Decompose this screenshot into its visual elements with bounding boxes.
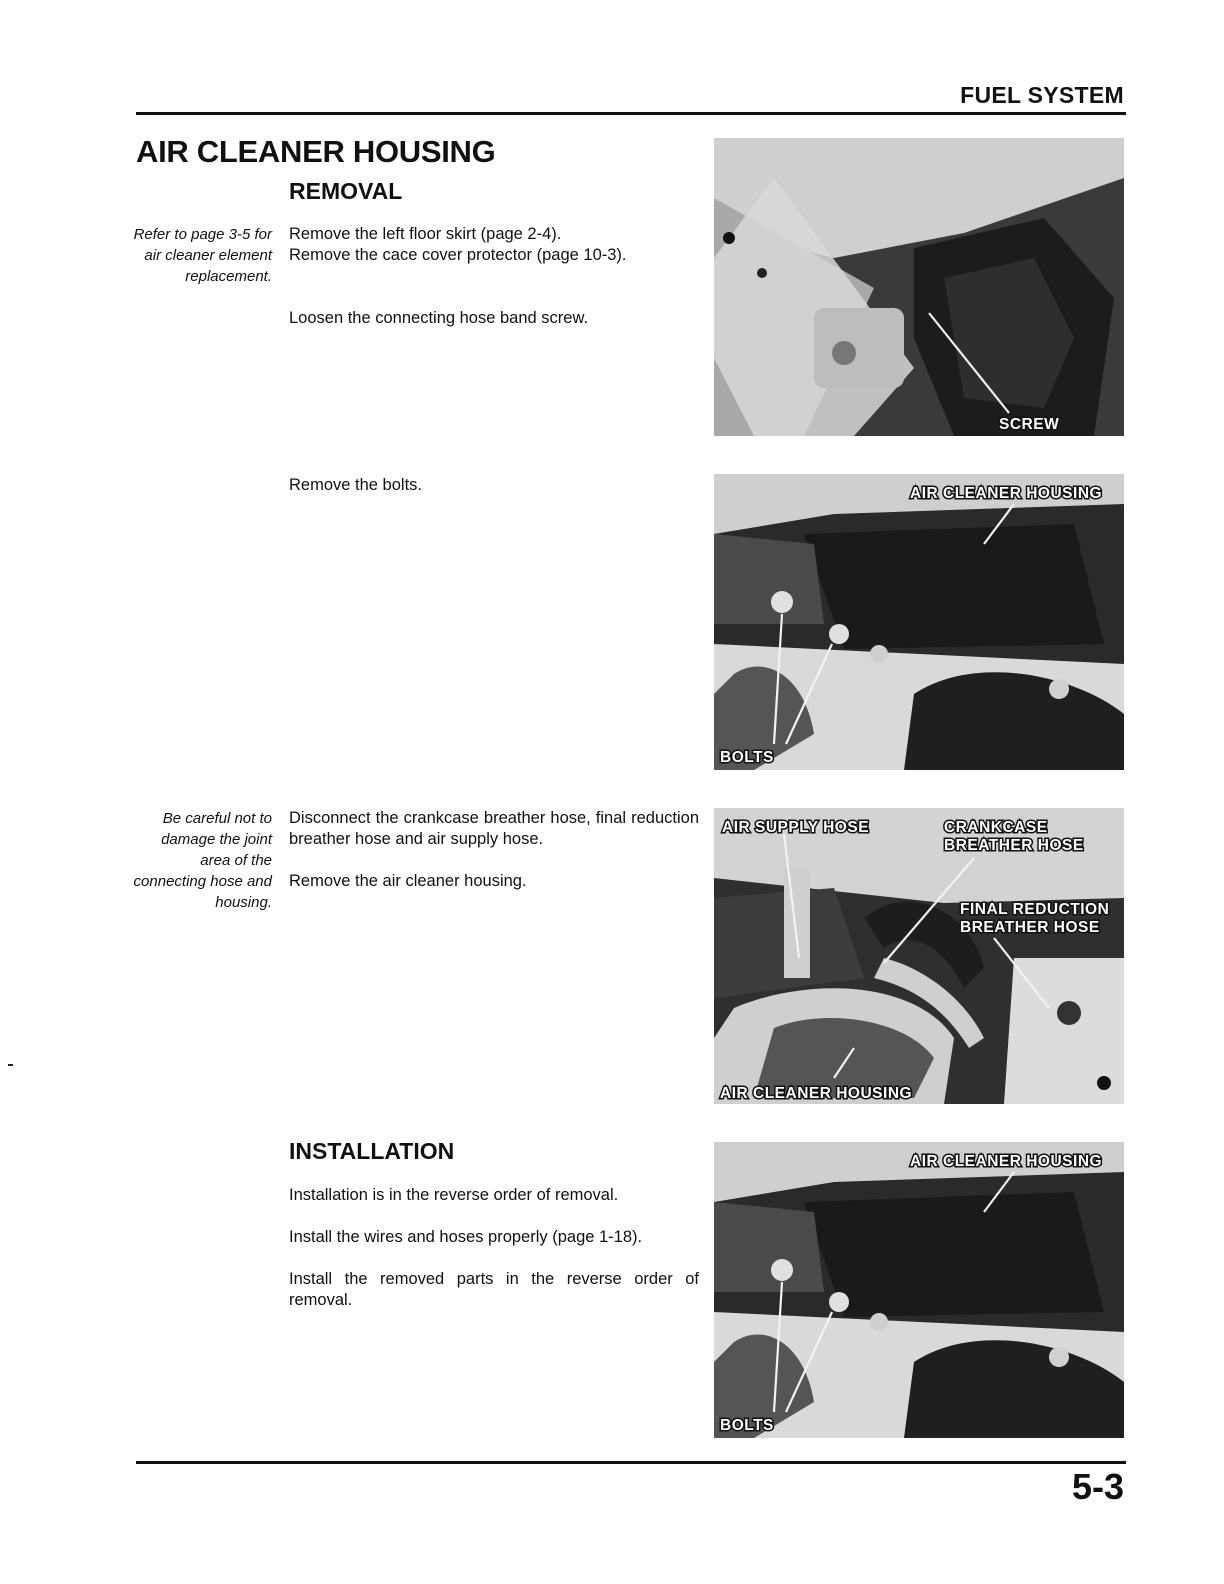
installation-heading: INSTALLATION bbox=[289, 1138, 455, 1164]
photo-3-drawing bbox=[714, 808, 1124, 1104]
page-number: 5-3 bbox=[1071, 1466, 1124, 1507]
photo-air-cleaner-housing-bolts bbox=[714, 474, 1124, 770]
installation-step-wires-hoses: Install the wires and hoses properly (page 1-18). bbox=[289, 1228, 643, 1246]
photo-breather-and-supply-hoses bbox=[714, 808, 1124, 1104]
installation-step-reverse: Installation is in the reverse order of removal. bbox=[289, 1186, 619, 1204]
removal-step-band-screw: Loosen the connecting hose band screw. bbox=[289, 309, 589, 327]
removal-step-cover-protector: Remove the cace cover protector (page 10-3). bbox=[289, 246, 627, 264]
photo-connecting-hose-band-screw bbox=[714, 138, 1124, 436]
running-header: FUEL SYSTEM bbox=[960, 82, 1124, 108]
callout-air-cleaner-housing: AIR CLEANER HOUSING bbox=[910, 1153, 1103, 1170]
installation-step-removed-parts: Install the removed parts in the reverse order of removal. bbox=[289, 1270, 699, 1309]
scan-mark bbox=[8, 1064, 13, 1066]
section-title: AIR CLEANER HOUSING bbox=[136, 134, 496, 169]
callout-bolts: BOLTS bbox=[720, 1417, 774, 1434]
callout-final-reduction-line2: BREATHER HOSE bbox=[960, 919, 1100, 936]
removal-step-bolts: Remove the bolts. bbox=[289, 476, 422, 494]
callout-crankcase-line1: CRANKCASE bbox=[944, 819, 1048, 836]
margin-note-element-replacement: Refer to page 3-5 for air cleaner element replacement. bbox=[133, 226, 272, 285]
callout-crankcase-line2: BREATHER HOSE bbox=[944, 837, 1084, 854]
photo-4-drawing bbox=[714, 1142, 1124, 1438]
callout-final-reduction-line1: FINAL REDUCTION bbox=[960, 901, 1110, 918]
removal-heading: REMOVAL bbox=[289, 178, 403, 204]
callout-screw: SCREW bbox=[999, 416, 1060, 433]
photo-installation-air-cleaner-housing bbox=[714, 1142, 1124, 1438]
removal-step-disconnect-hoses: Disconnect the crankcase breather hose, final reduction breather hose and air supply hose. bbox=[289, 809, 699, 848]
photo-1-drawing bbox=[714, 138, 1124, 436]
removal-step-remove-housing: Remove the air cleaner housing. bbox=[289, 872, 527, 890]
margin-note-joint-caution: Be careful not to damage the joint area of the connecting hose and housing. bbox=[133, 810, 272, 911]
header-rule bbox=[136, 112, 1126, 115]
callout-air-cleaner-housing: AIR CLEANER HOUSING bbox=[910, 485, 1103, 502]
callout-bolts: BOLTS bbox=[720, 749, 774, 766]
removal-step-floor-skirt: Remove the left floor skirt (page 2-4). bbox=[289, 225, 562, 243]
footer-rule bbox=[136, 1461, 1126, 1464]
callout-air-cleaner-housing: AIR CLEANER HOUSING bbox=[720, 1085, 913, 1102]
photo-2-drawing bbox=[714, 474, 1124, 770]
callout-air-supply-hose: AIR SUPPLY HOSE bbox=[722, 819, 870, 836]
